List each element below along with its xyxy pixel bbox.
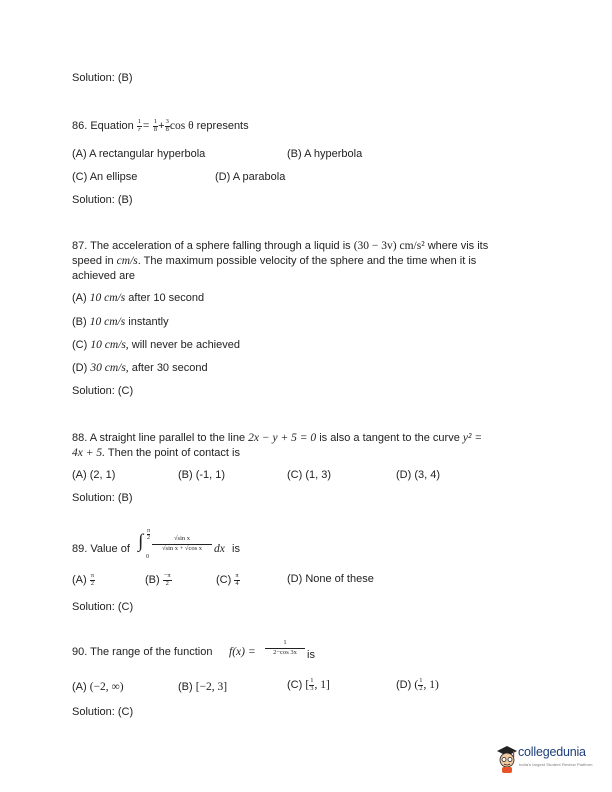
q88-option-b: (B) (-1, 1) bbox=[178, 469, 226, 481]
collegedunia-logo bbox=[496, 742, 600, 776]
q90-option-b: (B) [−2, 3] bbox=[178, 681, 228, 693]
q90-prefix: 90. The range of the function bbox=[72, 646, 213, 658]
q90-option-c: (C) [ $\frac{1}{3}$ , 1] bbox=[287, 677, 330, 692]
q86-frac-1-over-8: $\frac{1}{8}$ bbox=[153, 118, 158, 133]
q89-option-b: (B) $\frac{-\pi}{2}$ bbox=[145, 572, 171, 587]
question-88 bbox=[72, 431, 542, 461]
q90-fx: f(x) = bbox=[229, 646, 256, 658]
q90-fraction: $\frac{1}{2-\cos 3x}$ bbox=[265, 640, 305, 656]
q87-option-b: (B) 10 cm/s instantly bbox=[72, 316, 169, 328]
q87-line-2: speed in cm/s. The maximum possible velocity of the sphere and the time when it is bbox=[72, 255, 477, 267]
q88-option-c: (C) (1, 3) bbox=[287, 469, 331, 481]
q86-cos-term: cos θ bbox=[169, 119, 194, 132]
q88-line-2: 4x + 5. Then the point of contact is bbox=[72, 447, 240, 459]
q89-option-c: (C) $\frac{\pi}{4}$ bbox=[216, 572, 239, 587]
q89-dx: dx bbox=[214, 543, 225, 555]
q89-option-d: (D) None of these bbox=[287, 573, 374, 585]
q88-line-1: 88. A straight line parallel to the line 2x − y + 5 = 0 is also a tangent to the curve y² = bbox=[72, 432, 483, 444]
q89-solution: Solution: (C) bbox=[72, 601, 134, 613]
q87-option-c: (C) 10 cm/s, will never be achieved bbox=[72, 339, 240, 351]
graduate-mascot-icon bbox=[496, 744, 518, 774]
q86-prefix: 86. Equation bbox=[72, 119, 134, 132]
solution-85: Solution: (B) bbox=[72, 72, 133, 84]
logo-wordmark: collegedunia bbox=[518, 745, 586, 759]
q89-suffix: is bbox=[232, 543, 240, 555]
q86-option-d: (D) A parabola bbox=[215, 171, 286, 183]
q89-option-a: (A) $\frac{\pi}{2}$ bbox=[72, 572, 95, 587]
q89-prefix: 89. Value of bbox=[72, 543, 130, 555]
q87-line-1: 87. The acceleration of a sphere falling through a liquid is (30 − 3v) cm/s² where vis its bbox=[72, 240, 489, 252]
q86-solution: Solution: (B) bbox=[72, 194, 133, 206]
q88-option-a: (A) (2, 1) bbox=[72, 469, 116, 481]
question-86 bbox=[72, 119, 249, 133]
q86-suffix: represents bbox=[196, 119, 249, 132]
q86-option-b: (B) A hyperbola bbox=[287, 148, 363, 160]
q90-option-d: (D) ( $\frac{1}{2}$ , 1) bbox=[396, 677, 439, 692]
q87-option-d: (D) 30 cm/s, after 30 second bbox=[72, 362, 208, 374]
q90-option-a: (A) (−2, ∞) bbox=[72, 681, 124, 693]
q86-option-c: (C) An ellipse bbox=[72, 171, 138, 183]
q88-option-d: (D) (3, 4) bbox=[396, 469, 440, 481]
integral-sign-icon: ∫ bbox=[138, 531, 144, 552]
logo-tagline: India's largest Student Review Platform bbox=[519, 762, 593, 767]
q87-solution: Solution: (C) bbox=[72, 385, 134, 397]
q86-equals: = bbox=[142, 119, 150, 132]
question-87 bbox=[72, 239, 542, 284]
q88-solution: Solution: (B) bbox=[72, 492, 133, 504]
q86-frac-3-over-8: $\frac{3}{8}$ bbox=[165, 118, 169, 133]
q90-suffix: is bbox=[307, 649, 315, 661]
q87-option-a: (A) 10 cm/s after 10 second bbox=[72, 292, 205, 304]
q86-option-a: (A) A rectangular hyperbola bbox=[72, 148, 206, 160]
q90-solution: Solution: (C) bbox=[72, 706, 134, 718]
q89-lower-limit: 0 bbox=[146, 554, 149, 560]
q87-line-3: achieved are bbox=[72, 270, 135, 282]
q89-integrand: $\frac{\text{√sin x}}{\text{√sin x + √cos x}}$ bbox=[152, 536, 212, 552]
q89-upper-limit: π 2 bbox=[147, 528, 151, 541]
q86-plus: + bbox=[158, 119, 165, 132]
q86-frac-1-over-r: $\frac{1}{r}$ bbox=[137, 118, 142, 133]
